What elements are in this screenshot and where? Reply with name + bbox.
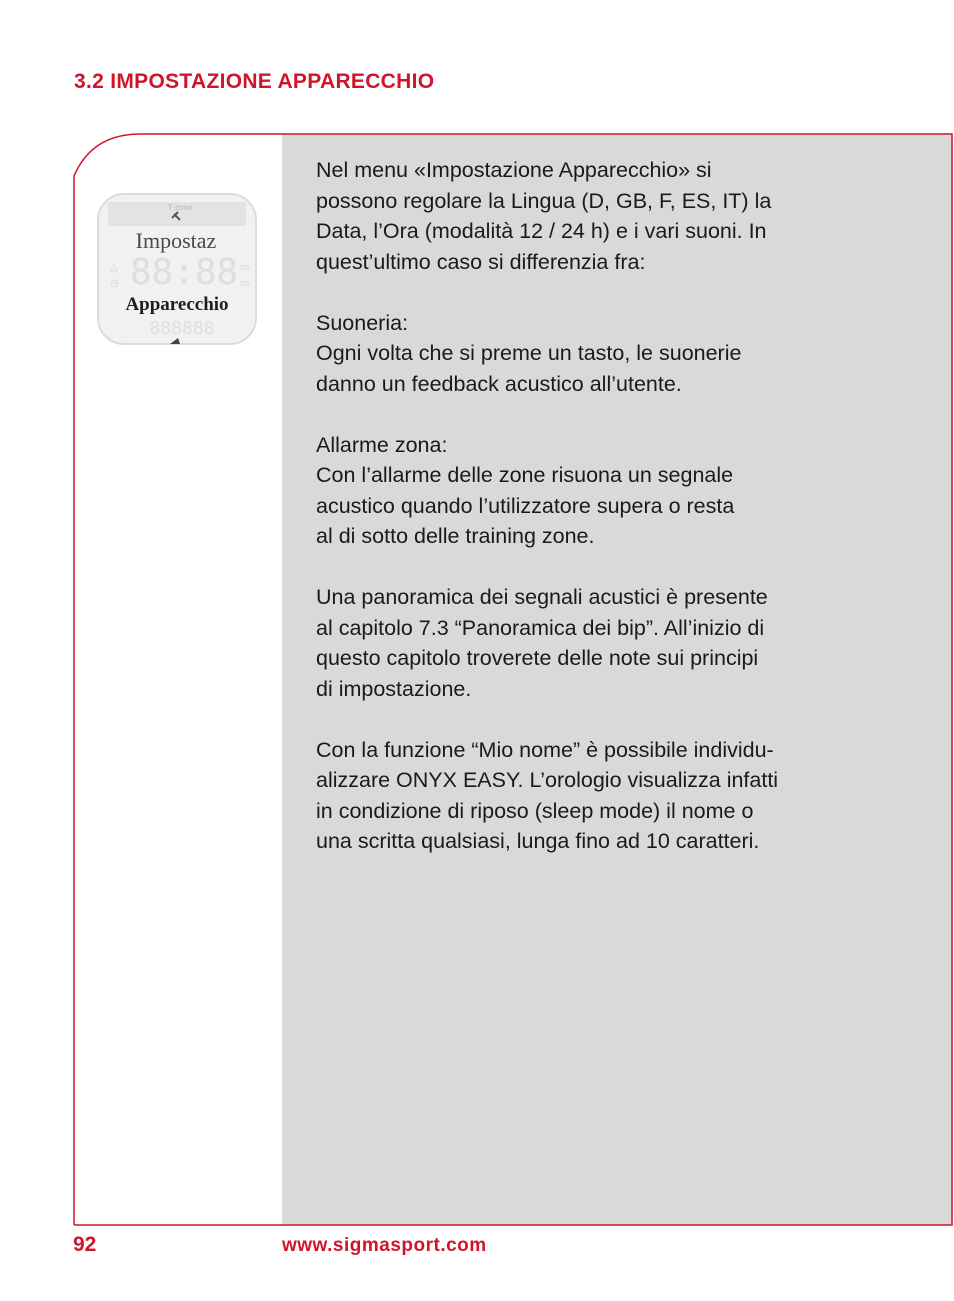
svg-text:▭: ▭ — [240, 278, 250, 289]
text-line: Con la funzione “Mio nome” è possibile individu- — [316, 737, 774, 762]
text-line: possono regolare la Lingua (D, GB, F, ES, IT) la — [316, 188, 772, 213]
text-line: al capitolo 7.3 “Panoramica dei bip”. All’inizio di — [316, 615, 765, 640]
svg-text:▭: ▭ — [240, 262, 250, 273]
text-line: Una panoramica dei segnali acustici è presente — [316, 585, 768, 609]
watch-digits: 88:88 — [129, 252, 239, 293]
text-line: alizzare ONYX EASY. L’orologio visualizza infatti — [316, 768, 779, 792]
text-line: Con l’allarme delle zone risuona un segnale — [316, 463, 734, 487]
text-line: in condizione di riposo (sleep mode) il nome o — [316, 798, 754, 823]
watch-line1: Impostaz — [135, 228, 217, 253]
allarme-heading: Allarme zona: — [316, 432, 448, 457]
page-number: 92 — [73, 1233, 97, 1256]
svg-text:△: △ — [110, 262, 118, 273]
text-line: una scritta qualsiasi, lunga fino ad 10 caratteri. — [316, 829, 760, 853]
section-title: 3.2 IMPOSTAZIONE APPARECCHIO — [74, 70, 435, 93]
text-line: Ogni volta che si preme un tasto, le suonerie — [316, 341, 742, 365]
footer-url[interactable]: www.sigmasport.com — [282, 1235, 487, 1256]
text-line: Data, l’Ora (modalità 12 / 24 h) e i vari suoni. In — [316, 219, 767, 243]
text-line: al di sotto delle training zone. — [316, 524, 595, 548]
text-line: danno un feedback acustico all’utente. — [316, 371, 682, 396]
suoneria-heading: Suoneria: — [316, 310, 409, 335]
text-line: acustico quando l’utilizzatore supera o resta — [316, 493, 735, 518]
watch-line2: Apparecchio — [125, 294, 229, 315]
text-line: Nel menu «Impostazione Apparecchio» si — [316, 158, 712, 182]
text-line: quest’ultimo caso si differenzia fra: — [316, 249, 646, 274]
watch-display-image — [94, 188, 264, 358]
text-line: di impostazione. — [316, 676, 472, 701]
watch-top-label: T-zone — [167, 203, 193, 212]
text-line: questo capitolo troverete delle note sui principi — [316, 646, 759, 670]
body-text — [316, 155, 856, 857]
watch-bottom-digits: 888888 — [149, 318, 215, 339]
svg-text:◷: ◷ — [110, 278, 119, 289]
